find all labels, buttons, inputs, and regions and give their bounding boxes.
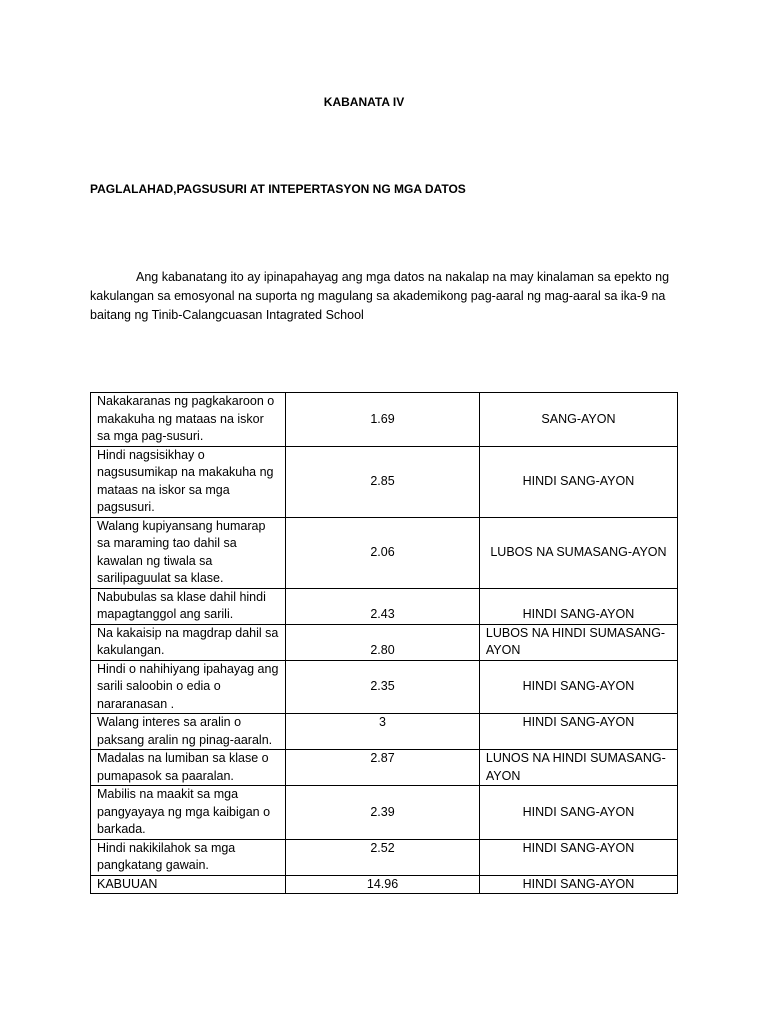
table-row bbox=[91, 624, 678, 660]
table-row bbox=[91, 714, 678, 750]
total-interpretation-cell: HINDI SANG-AYON bbox=[479, 875, 677, 894]
total-mean-cell: 14.96 bbox=[286, 875, 480, 894]
table-row bbox=[91, 750, 678, 786]
indicator-cell: Hindi nakikilahok sa mga pangkatang gawain. bbox=[91, 839, 286, 875]
mean-cell: 2.43 bbox=[286, 588, 480, 624]
mean-cell: 2.35 bbox=[286, 660, 480, 714]
interpretation-cell: HINDI SANG-AYON bbox=[479, 660, 677, 714]
mean-cell: 1.69 bbox=[286, 393, 480, 447]
interpretation-cell: LUBOS NA HINDI SUMASANG-AYON bbox=[479, 624, 677, 660]
table-row bbox=[91, 393, 678, 447]
interpretation-cell: LUBOS NA SUMASANG-AYON bbox=[479, 517, 677, 588]
indicator-cell: Mabilis na maakit sa mga pangyayaya ng mga kaibigan o barkada. bbox=[91, 786, 286, 840]
indicator-cell: Nabubulas sa klase dahil hindi mapagtanggol ang sarili. bbox=[91, 588, 286, 624]
interpretation-cell: HINDI SANG-AYON bbox=[479, 714, 677, 750]
intro-paragraph bbox=[90, 268, 680, 325]
mean-cell: 2.39 bbox=[286, 786, 480, 840]
section-title: PAGLALAHAD,PAGSUSURI AT INTEPERTASYON NG MGA DATOS bbox=[90, 182, 466, 196]
results-table bbox=[90, 392, 678, 894]
indicator-cell: Nakakaranas ng pagkakaroon o makakuha ng mataas na iskor sa mga pag-susuri. bbox=[91, 393, 286, 447]
interpretation-cell: HINDI SANG-AYON bbox=[479, 588, 677, 624]
table-row bbox=[91, 446, 678, 517]
table-row bbox=[91, 839, 678, 875]
indicator-cell: Walang kupiyansang humarap sa maraming tao dahil sa kawalan ng tiwala sa sarilipaguulat sa klase. bbox=[91, 517, 286, 588]
mean-cell: 2.80 bbox=[286, 624, 480, 660]
indicator-cell: Hindi nagsisikhay o nagsusumikap na makakuha ng mataas na iskor sa mga pagsusuri. bbox=[91, 446, 286, 517]
mean-cell: 3 bbox=[286, 714, 480, 750]
indicator-cell: Walang interes sa aralin o paksang aralin ng pinag-aaraln. bbox=[91, 714, 286, 750]
mean-cell: 2.87 bbox=[286, 750, 480, 786]
mean-cell: 2.06 bbox=[286, 517, 480, 588]
table-row bbox=[91, 517, 678, 588]
table-row bbox=[91, 588, 678, 624]
indicator-cell: Na kakaisip na magdrap dahil sa kakulangan. bbox=[91, 624, 286, 660]
interpretation-cell: HINDI SANG-AYON bbox=[479, 446, 677, 517]
interpretation-cell: HINDI SANG-AYON bbox=[479, 786, 677, 840]
total-label-cell: KABUUAN bbox=[91, 875, 286, 894]
interpretation-cell: LUNOS NA HINDI SUMASANG-AYON bbox=[479, 750, 677, 786]
indicator-cell: Hindi o nahihiyang ipahayag ang sarili saloobin o edia o nararanasan . bbox=[91, 660, 286, 714]
indicator-cell: Madalas na lumiban sa klase o pumapasok sa paaralan. bbox=[91, 750, 286, 786]
mean-cell: 2.52 bbox=[286, 839, 480, 875]
intro-text: Ang kabanatang ito ay ipinapahayag ang mga datos na nakalap na may kinalaman sa epekto ng kakulangan sa emosyonal na suporta ng magulang sa akademikong pag-aaral ng mag-aaral sa ika-9 na baitang ng Tinib-Calangcuasan Intagrated School bbox=[90, 270, 670, 322]
interpretation-cell: SANG-AYON bbox=[479, 393, 677, 447]
table-total-row bbox=[91, 875, 678, 894]
table-row bbox=[91, 786, 678, 840]
mean-cell: 2.85 bbox=[286, 446, 480, 517]
chapter-heading: KABANATA IV bbox=[323, 95, 405, 109]
table-row bbox=[91, 660, 678, 714]
interpretation-cell: HINDI SANG-AYON bbox=[479, 839, 677, 875]
